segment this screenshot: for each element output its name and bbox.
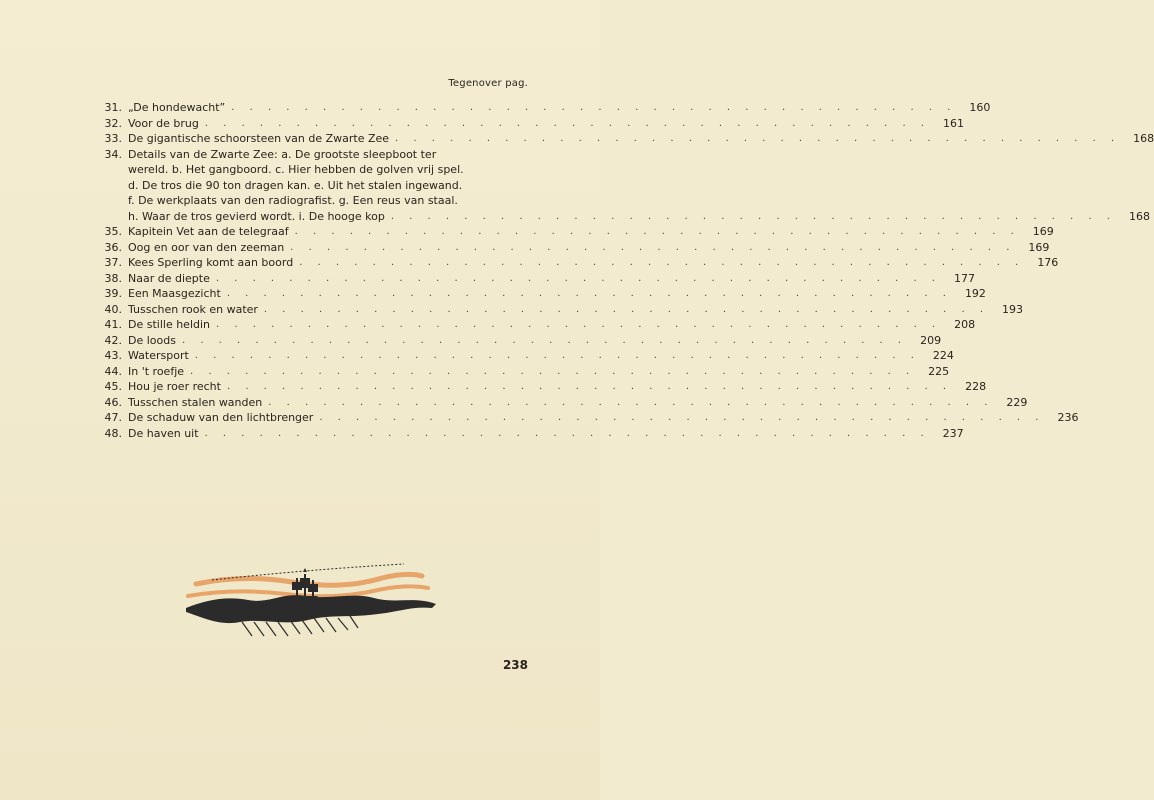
entry-title: Oog en oor van den zeeman [128, 240, 285, 254]
entry-page-number: 208 [954, 318, 976, 331]
entry-page-number: 161 [942, 116, 964, 130]
leader-dots: . . . . . . . . . . . . . . . . . . . . . . . . . . . . . . . . . . . . . . . . [390, 210, 1116, 222]
entry-body [128, 395, 1028, 411]
entry-title-line: f. De werkplaats van den radiografist. g. Een reus van staal. [128, 194, 458, 207]
entry-number: 33. [104, 132, 122, 145]
entry-title-line [128, 379, 987, 395]
leader-dots: . . . . . . . . . . . . . . . . . . . . . . . . . . . . . . . . . . . . . . . . [190, 365, 916, 377]
entry-title: Naar de diepte [128, 271, 210, 285]
entry-page-number: 169 [1028, 240, 1050, 254]
list-item [96, 302, 1024, 318]
list-item [96, 224, 1054, 240]
entry-title: Tusschen rook en water [128, 302, 258, 316]
list-item [96, 147, 1150, 225]
entry-title: In 't roefje [128, 364, 185, 378]
leader-dots: . . . . . . . . . . . . . . . . . . . . . . . . . . . . . . . . . . . . . . . . [204, 117, 930, 129]
entry-title-line [128, 131, 1154, 147]
leader-dots: . . . . . . . . . . . . . . . . . . . . . . . . . . . . . . . . . . . . . . . . [215, 272, 941, 284]
entry-page-number: 228 [965, 380, 987, 393]
entry-number: 31. [104, 101, 122, 114]
entry-page-number: 160 [969, 101, 991, 114]
entry-title: Hou je roer recht [128, 380, 221, 393]
entry-title-line [128, 255, 1059, 271]
list-item [96, 131, 1154, 147]
entry-title-line [128, 410, 1079, 426]
entry-body [128, 410, 1079, 426]
entry-title-line [128, 348, 954, 364]
entry-title: Kees Sperling komt aan boord [128, 256, 294, 269]
entry-number: 46. [104, 395, 122, 409]
entry-number: 41. [104, 318, 122, 331]
page-column-header: Tegenover pag. [448, 78, 528, 89]
entry-number: 45. [104, 380, 122, 393]
entry-page-number: 168 [1128, 209, 1150, 223]
sailing-ship-on-waves-icon [182, 556, 442, 640]
entry-page-number: 168 [1133, 132, 1154, 145]
list-item [96, 410, 1079, 426]
entry-title: De stille heldin [128, 318, 211, 331]
list-item [96, 395, 1028, 411]
entry-body [128, 317, 976, 333]
entry-body [128, 333, 942, 349]
entry-title-line [128, 224, 1054, 240]
entry-body [128, 131, 1154, 147]
entry-body [128, 100, 991, 116]
list-item [96, 271, 975, 287]
entry-body [128, 147, 1150, 225]
list-item [96, 379, 987, 395]
leader-dots: . . . . . . . . . . . . . . . . . . . . . . . . . . . . . . . . . . . . . . . . [226, 381, 953, 392]
entry-title: De loods [128, 333, 176, 347]
entry-page-number: 209 [920, 333, 942, 347]
list-item [96, 333, 942, 349]
entry-title-line: Details van de Zwarte Zee: a. De grootste sleepboot ter [128, 147, 437, 161]
entry-body [128, 302, 1024, 318]
leader-dots: . . . . . . . . . . . . . . . . . . . . . . . . . . . . . . . . . . . . . . . . [226, 288, 952, 299]
entry-page-number: 237 [942, 426, 964, 440]
list-item [96, 116, 964, 132]
entry-title: Tusschen stalen wanden [128, 395, 263, 409]
entry-body [128, 224, 1054, 240]
leader-dots: . . . . . . . . . . . . . . . . . . . . . . . . . . . . . . . . . . . . . . . . [299, 257, 1025, 268]
list-item [96, 317, 976, 333]
entry-body [128, 426, 964, 442]
entry-title: De schaduw van den lichtbrenger [128, 411, 314, 424]
entry-title: „De hondewacht” [128, 101, 226, 114]
entry-page-number: 169 [1032, 225, 1054, 238]
entry-title-line: d. De tros die 90 ton dragen kan. e. Uit het stalen ingewand. [128, 178, 463, 192]
entry-number: 48. [104, 426, 122, 440]
leader-dots: . . . . . . . . . . . . . . . . . . . . . . . . . . . . . . . . . . . . . . . . [216, 319, 942, 330]
entry-body [128, 286, 986, 302]
entry-body [128, 240, 1050, 256]
entry-number: 43. [104, 349, 122, 362]
entry-title-line [128, 286, 986, 302]
entry-page-number: 177 [953, 271, 975, 285]
entry-number: 34. [104, 147, 122, 161]
leader-dots: . . . . . . . . . . . . . . . . . . . . . . . . . . . . . . . . . . . . . . . . [204, 427, 930, 439]
entry-title: Kapitein Vet aan de telegraaf [128, 225, 289, 238]
entry-number: 42. [104, 333, 122, 347]
ship [288, 568, 318, 602]
entry-title: h. Waar de tros gevierd wordt. i. De hooge kop [128, 209, 385, 223]
entry-title-line [128, 364, 950, 380]
entry-number: 44. [104, 364, 122, 378]
entry-title: Een Maasgezicht [128, 287, 221, 300]
list-item [96, 240, 1050, 256]
entry-page-number: 193 [1002, 302, 1024, 316]
list-item [96, 286, 986, 302]
entry-body [128, 116, 964, 132]
leader-dots: . . . . . . . . . . . . . . . . . . . . . . . . . . . . . . . . . . . . . . . . [181, 334, 908, 346]
list-item [96, 364, 950, 380]
list-item [96, 100, 991, 116]
entry-title: Voor de brug [128, 116, 199, 130]
entry-body [128, 271, 975, 287]
entry-number: 36. [104, 240, 122, 254]
entry-title: De haven uit [128, 426, 199, 440]
entry-number: 40. [104, 302, 122, 316]
leader-dots: . . . . . . . . . . . . . . . . . . . . . . . . . . . . . . . . . . . . . . . . [263, 303, 990, 315]
entry-number: 38. [104, 271, 122, 285]
entry-page-number: 225 [928, 364, 950, 378]
entry-title-line: wereld. b. Het gangboord. c. Hier hebben de golven vrij spel. [128, 163, 464, 176]
leader-dots: . . . . . . . . . . . . . . . . . . . . . . . . . . . . . . . . . . . . . . . . [268, 396, 994, 408]
entry-page-number: 229 [1006, 395, 1028, 409]
entry-title-line [128, 116, 964, 132]
leader-dots: . . . . . . . . . . . . . . . . . . . . . . . . . . . . . . . . . . . . . . . . [194, 350, 920, 361]
entry-title: Watersport [128, 349, 189, 362]
page-number: 238 [502, 658, 528, 672]
list-item [96, 348, 954, 364]
entry-page-number: 224 [932, 349, 954, 362]
entry-title: De gigantische schoorsteen van de Zwarte Zee [128, 132, 390, 145]
entry-number: 39. [104, 287, 122, 300]
entry-number: 35. [104, 225, 122, 238]
entry-body [128, 348, 954, 364]
entry-page-number: 176 [1037, 256, 1059, 269]
entry-title-line [128, 100, 991, 116]
list-item [96, 426, 964, 442]
leader-dots: . . . . . . . . . . . . . . . . . . . . . . . . . . . . . . . . . . . . . . . . [231, 102, 957, 113]
entry-title-line [128, 302, 1024, 318]
entry-title-line [128, 240, 1050, 256]
leader-dots: . . . . . . . . . . . . . . . . . . . . . . . . . . . . . . . . . . . . . . . . [294, 226, 1020, 237]
illustrations-list [96, 100, 1154, 441]
entry-page-number: 192 [964, 287, 986, 300]
entry-number: 37. [104, 256, 122, 269]
entry-number: 47. [104, 411, 122, 424]
list-item [96, 255, 1059, 271]
entry-body [128, 255, 1059, 271]
entry-number: 32. [104, 116, 122, 130]
entry-title-line [128, 426, 964, 442]
entry-title-line [128, 317, 976, 333]
entry-title-line [128, 209, 1150, 225]
leader-dots: . . . . . . . . . . . . . . . . . . . . . . . . . . . . . . . . . . . . . . . . [290, 241, 1016, 253]
entry-body [128, 379, 987, 395]
leader-dots: . . . . . . . . . . . . . . . . . . . . . . . . . . . . . . . . . . . . . . . . [395, 133, 1121, 144]
entry-page-number: 236 [1057, 411, 1079, 424]
leader-dots: . . . . . . . . . . . . . . . . . . . . . . . . . . . . . . . . . . . . . . . . [319, 412, 1045, 423]
entry-title-line [128, 395, 1028, 411]
entry-body [128, 364, 950, 380]
entry-title-line [128, 333, 942, 349]
entry-title-line [128, 271, 975, 287]
